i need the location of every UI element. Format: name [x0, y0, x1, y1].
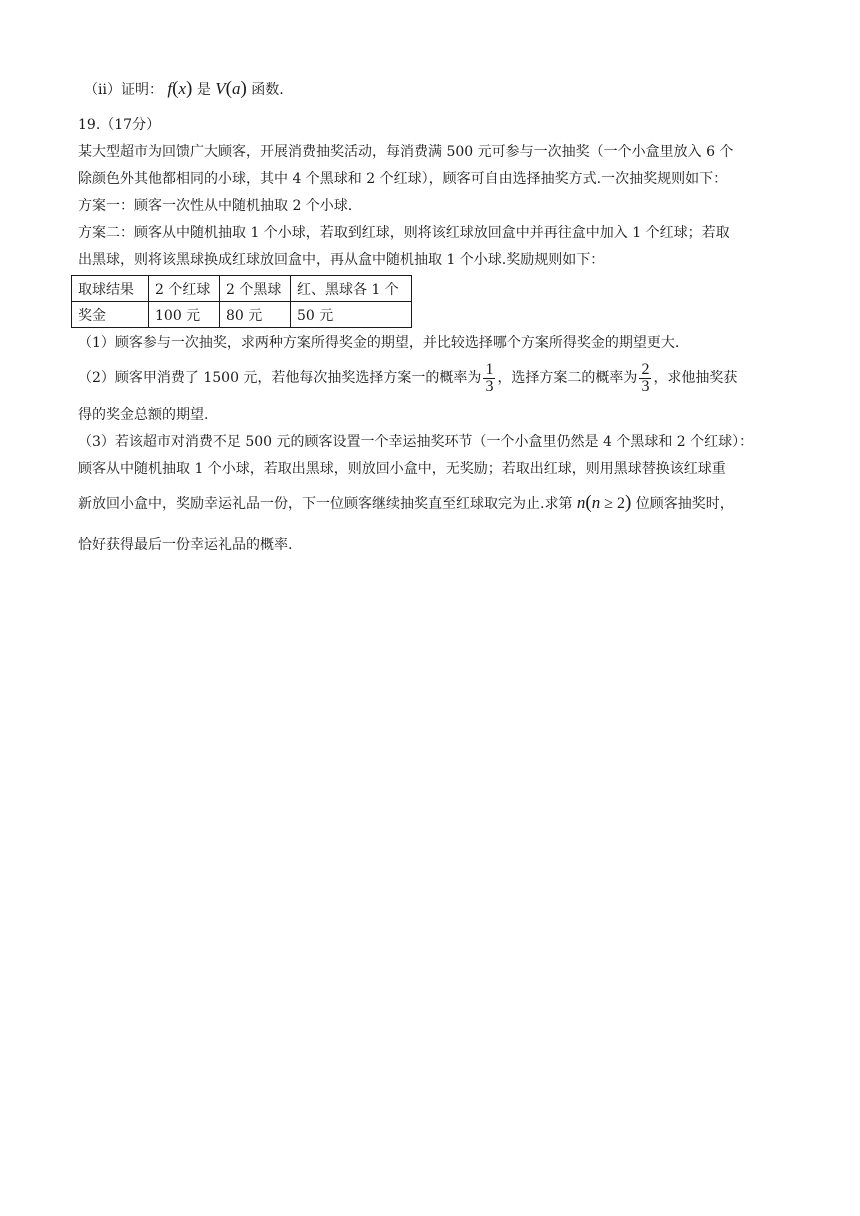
table-cell: 取球结果 — [72, 276, 149, 302]
function-arg-x: x — [178, 79, 187, 98]
question-2-text-b: ，选择方案二的概率为 — [497, 370, 638, 386]
function-f: f — [167, 79, 173, 98]
fraction-numerator: 1 — [485, 360, 494, 378]
problem-intro-line-2: 除颜色外其他都相同的小球，其中 4 个黑球和 2 个红球），顾客可自由选择抽奖方式.一次抽奖规则如下： — [78, 171, 728, 187]
part-ii-proof-line: （ⅱ）证明： f(x) 是 V(a) 函数. — [84, 78, 284, 99]
question-3-text-b: 位顾客抽奖时， — [635, 496, 734, 512]
condition-n: n — [591, 493, 601, 512]
fraction-two-thirds — [639, 362, 651, 395]
question-2-line-2: 得的奖金总额的期望. — [78, 407, 209, 423]
table-header-row — [72, 276, 412, 302]
table-cell: 2 个红球 — [149, 276, 220, 302]
plan-two-line-1: 方案二：顾客从中随机抽取 1 个小球，若取到红球，则将该红球放回盒中并再往盒中加入 1 个红球；若取 — [78, 225, 730, 241]
plan-two-line-2: 出黑球，则将该黑球换成红球放回盒中，再从盒中随机抽取 1 个小球.奖励规则如下： — [78, 252, 605, 268]
question-3-line-3: 新放回小盒中，奖励幸运礼品一份，下一位顾客继续抽奖直至红球取完为止.求第 n(n ≥ 2) 位顾客抽奖时， — [78, 492, 734, 513]
table-row — [72, 302, 412, 328]
question-3-text-a: 新放回小盒中，奖励幸运礼品一份，下一位顾客继续抽奖直至红球取完为止.求第 — [78, 496, 573, 512]
problem-intro-line-1: 某大型超市为回馈广大顾客，开展消费抽奖活动，每消费满 500 元可参与一次抽奖（一个小盒里放入 6 个 — [78, 144, 734, 160]
prize-table — [71, 275, 412, 328]
is-text: 是 — [196, 82, 211, 98]
question-2-text-a: （2）顾客甲消费了 1500 元，若他每次抽奖选择方案一的概率为 — [78, 370, 482, 386]
table-cell: 奖金 — [72, 302, 149, 328]
table-cell: 红、黑球各 1 个 — [291, 276, 412, 302]
function-v: V — [215, 79, 226, 98]
fraction-numerator: 2 — [641, 360, 650, 378]
question-3-line-1: （3）若该超市对消费不足 500 元的顾客设置一个幸运抽奖环节（一个小盒里仍然是 4 个黑球和 2 个红球）： — [78, 434, 754, 450]
table-cell: 80 元 — [220, 302, 291, 328]
fraction-one-third — [483, 362, 495, 395]
question-3-line-2: 顾客从中随机抽取 1 个小球，若取出黑球，则放回小盒中，无奖励；若取出红球，则用黑球替换该红球重 — [78, 461, 726, 477]
condition-rest: ≥ 2 — [600, 495, 626, 512]
table-cell: 100 元 — [149, 302, 220, 328]
part-ii-label: （ⅱ）证明： — [84, 82, 163, 98]
table-cell: 50 元 — [291, 302, 412, 328]
plan-one: 方案一：顾客一次性从中随机抽取 2 个小球. — [78, 198, 353, 214]
fraction-denominator: 3 — [485, 377, 494, 395]
problem-number: 19.（17分） — [78, 117, 161, 133]
question-2-line-1 — [78, 358, 737, 398]
fraction-denominator: 3 — [641, 377, 650, 395]
table-cell: 2 个黑球 — [220, 276, 291, 302]
part-ii-tail: 函数. — [251, 82, 284, 98]
function-arg-a: a — [231, 79, 241, 98]
question-1: （1）顾客参与一次抽奖，求两种方案所得奖金的期望，并比较选择哪个方案所得奖金的期望更大. — [78, 335, 680, 351]
variable-n: n — [576, 493, 586, 512]
question-3-line-4: 恰好获得最后一份幸运礼品的概率. — [78, 537, 293, 553]
question-2-text-c: ，求他抽奖获 — [653, 370, 738, 386]
